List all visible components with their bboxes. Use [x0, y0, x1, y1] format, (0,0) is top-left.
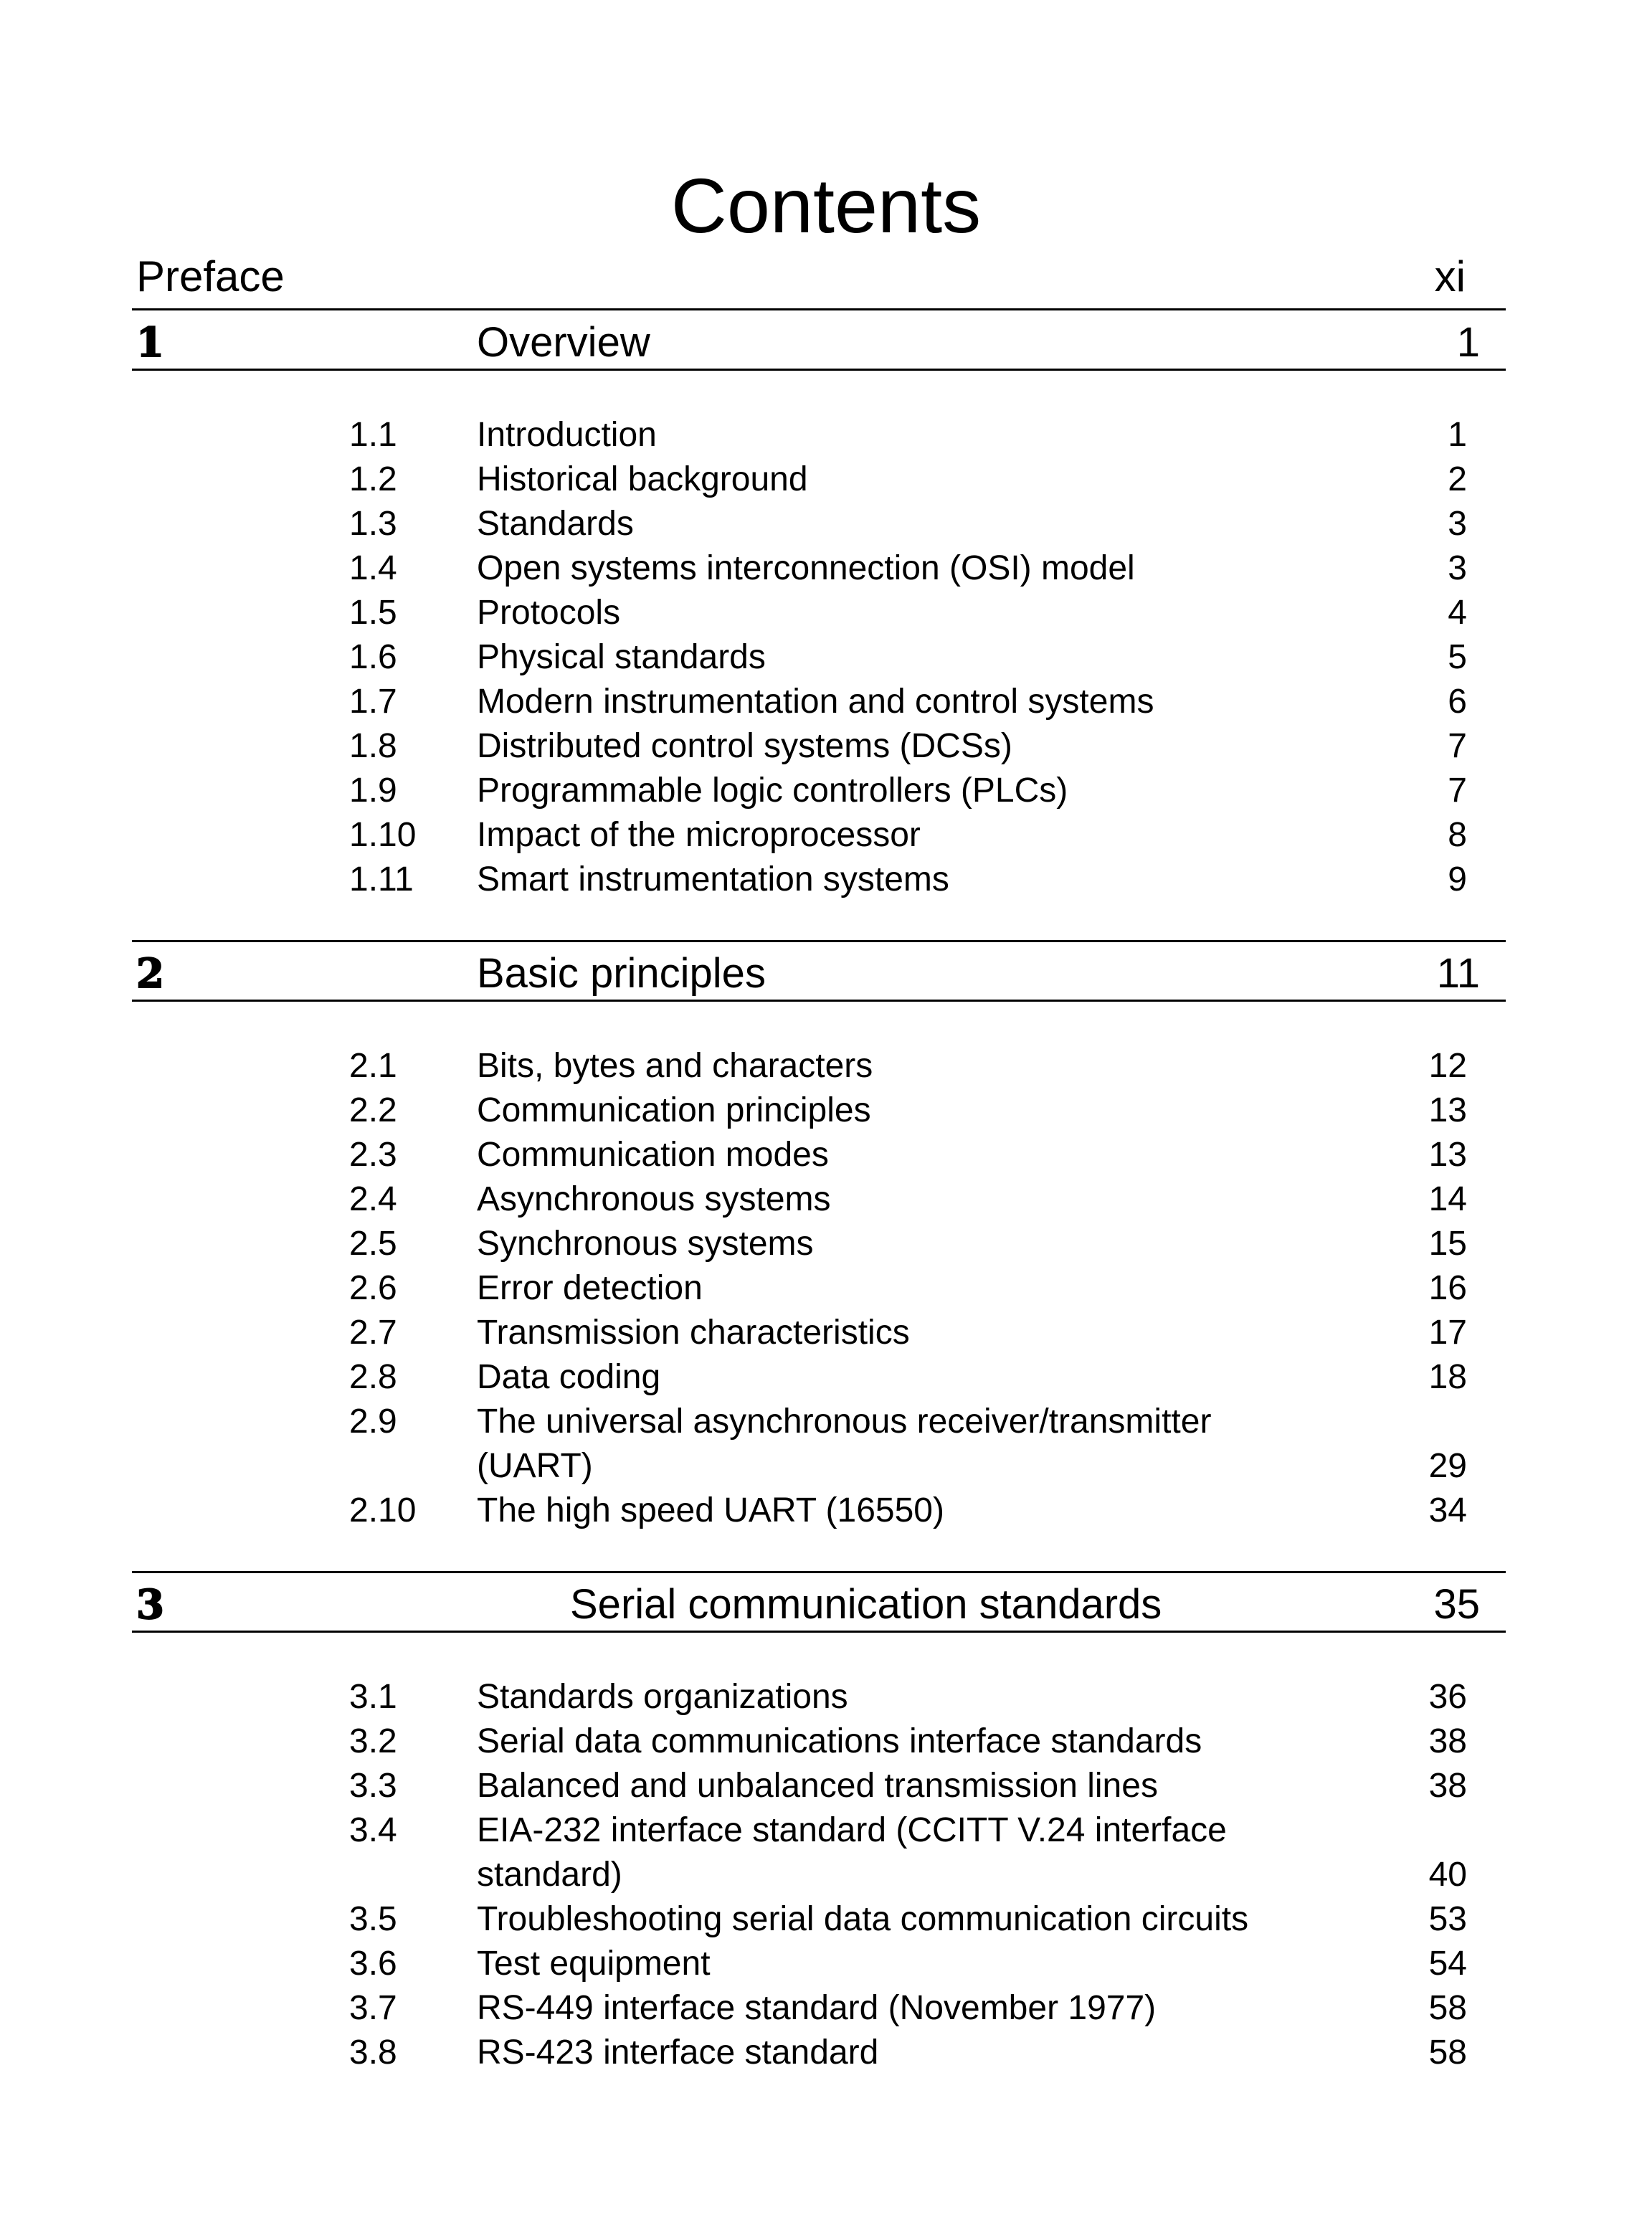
section-title: Modern instrumentation and control systems [477, 683, 1154, 721]
preface-label: Preface [136, 252, 285, 300]
section-number: 3.8 [349, 2034, 397, 2072]
section-title: EIA-232 interface standard (CCITT V.24 interface [477, 1811, 1227, 1849]
section-page: 4 [1448, 594, 1467, 632]
section-page: 13 [1428, 1091, 1467, 1129]
section-title-continuation: standard) [477, 1856, 622, 1894]
section-number: 3.1 [349, 1678, 397, 1716]
section-title: Open systems interconnection (OSI) model [477, 549, 1135, 587]
section-title: Troubleshooting serial data communication circuits [477, 1900, 1249, 1938]
section-page: 14 [1428, 1180, 1467, 1218]
chapter-2-title: Basic principles [477, 950, 766, 997]
section-page: 1 [1448, 416, 1467, 454]
section-title: Communication principles [477, 1091, 871, 1129]
section-title: Smart instrumentation systems [477, 860, 949, 898]
section-title: Standards organizations [477, 1678, 848, 1716]
section-number: 3.2 [349, 1722, 397, 1760]
section-title: Programmable logic controllers (PLCs) [477, 772, 1068, 810]
section-title: RS-449 interface standard (November 1977) [477, 1989, 1157, 2027]
section-number: 3.7 [349, 1989, 397, 2027]
section-page: 17 [1428, 1314, 1467, 1352]
section-page: 3 [1448, 505, 1467, 543]
section-page: 36 [1428, 1678, 1467, 1716]
section-page: 5 [1448, 638, 1467, 676]
section-number: 1.9 [349, 772, 397, 810]
section-page: 8 [1448, 816, 1467, 854]
section-title: Communication modes [477, 1136, 829, 1174]
section-page: 6 [1448, 683, 1467, 721]
section-title: Bits, bytes and characters [477, 1047, 873, 1085]
section-page: 54 [1428, 1945, 1467, 1983]
chapter-2-bottom-rule [132, 1000, 1506, 1002]
section-page: 3 [1448, 549, 1467, 587]
section-title: Physical standards [477, 638, 766, 676]
section-page: 18 [1428, 1358, 1467, 1396]
section-number: 3.3 [349, 1767, 397, 1805]
section-title-continuation: (UART) [477, 1447, 593, 1485]
section-page: 34 [1428, 1491, 1467, 1529]
section-number: 1.6 [349, 638, 397, 676]
preface-page-number: xi [1434, 252, 1466, 300]
section-page: 53 [1428, 1900, 1467, 1938]
section-number: 1.10 [349, 816, 417, 854]
section-title: Historical background [477, 460, 808, 498]
section-page: 38 [1428, 1767, 1467, 1805]
section-title: RS-423 interface standard [477, 2034, 879, 2072]
section-number: 1.8 [349, 727, 397, 765]
section-number: 2.8 [349, 1358, 397, 1396]
section-page: 15 [1428, 1225, 1467, 1263]
chapter-3-bottom-rule [132, 1631, 1506, 1633]
section-number: 2.3 [349, 1136, 397, 1174]
chapter-1-title: Overview [477, 319, 650, 366]
section-number: 2.5 [349, 1225, 397, 1263]
section-number: 1.5 [349, 594, 397, 632]
section-number: 2.9 [349, 1403, 397, 1441]
page-title: Contents [670, 162, 982, 249]
section-number: 2.6 [349, 1269, 397, 1307]
chapter-2-top-rule [132, 940, 1506, 942]
chapter-1-page: 1 [1456, 319, 1480, 366]
section-number: 1.2 [349, 460, 397, 498]
section-number: 2.4 [349, 1180, 397, 1218]
chapter-3-number: 3 [136, 1581, 164, 1628]
section-title: Asynchronous systems [477, 1180, 831, 1218]
section-page: 29 [1428, 1447, 1467, 1485]
section-number: 2.2 [349, 1091, 397, 1129]
section-page: 12 [1428, 1047, 1467, 1085]
chapter-3-page: 35 [1433, 1581, 1480, 1628]
section-title: Balanced and unbalanced transmission lines [477, 1767, 1158, 1805]
section-number: 1.7 [349, 683, 397, 721]
chapter-2-number: 2 [136, 950, 164, 997]
section-page: 7 [1448, 772, 1467, 810]
section-title: Serial data communications interface standards [477, 1722, 1202, 1760]
section-number: 1.4 [349, 549, 397, 587]
chapter-1-number: 1 [136, 319, 164, 366]
section-title: Error detection [477, 1269, 703, 1307]
section-title: Test equipment [477, 1945, 711, 1983]
section-title: Distributed control systems (DCSs) [477, 727, 1012, 765]
section-page: 13 [1428, 1136, 1467, 1174]
chapter-3-title: Serial communication standards [570, 1581, 1162, 1628]
section-page: 2 [1448, 460, 1467, 498]
section-page: 40 [1428, 1856, 1467, 1894]
section-page: 58 [1428, 2034, 1467, 2072]
section-title: Synchronous systems [477, 1225, 814, 1263]
section-number: 1.1 [349, 416, 397, 454]
section-title: The high speed UART (16550) [477, 1491, 944, 1529]
chapter-2-page: 11 [1436, 950, 1480, 997]
section-title: Protocols [477, 594, 621, 632]
section-number: 3.4 [349, 1811, 397, 1849]
section-number: 3.6 [349, 1945, 397, 1983]
section-title: Transmission characteristics [477, 1314, 910, 1352]
section-page: 16 [1428, 1269, 1467, 1307]
chapter-1-bottom-rule [132, 369, 1506, 371]
section-number: 2.7 [349, 1314, 397, 1352]
section-page: 7 [1448, 727, 1467, 765]
section-number: 2.10 [349, 1491, 417, 1529]
section-page: 9 [1448, 860, 1467, 898]
section-page: 58 [1428, 1989, 1467, 2027]
section-title: Introduction [477, 416, 657, 454]
section-page: 38 [1428, 1722, 1467, 1760]
section-number: 3.5 [349, 1900, 397, 1938]
section-number: 1.11 [349, 860, 414, 898]
section-title: Data coding [477, 1358, 661, 1396]
chapter-1-top-rule [132, 308, 1506, 310]
section-title: Impact of the microprocessor [477, 816, 921, 854]
section-title: Standards [477, 505, 634, 543]
chapter-3-top-rule [132, 1571, 1506, 1573]
section-title: The universal asynchronous receiver/transmitter [477, 1403, 1212, 1441]
section-number: 1.3 [349, 505, 397, 543]
section-number: 2.1 [349, 1047, 397, 1085]
